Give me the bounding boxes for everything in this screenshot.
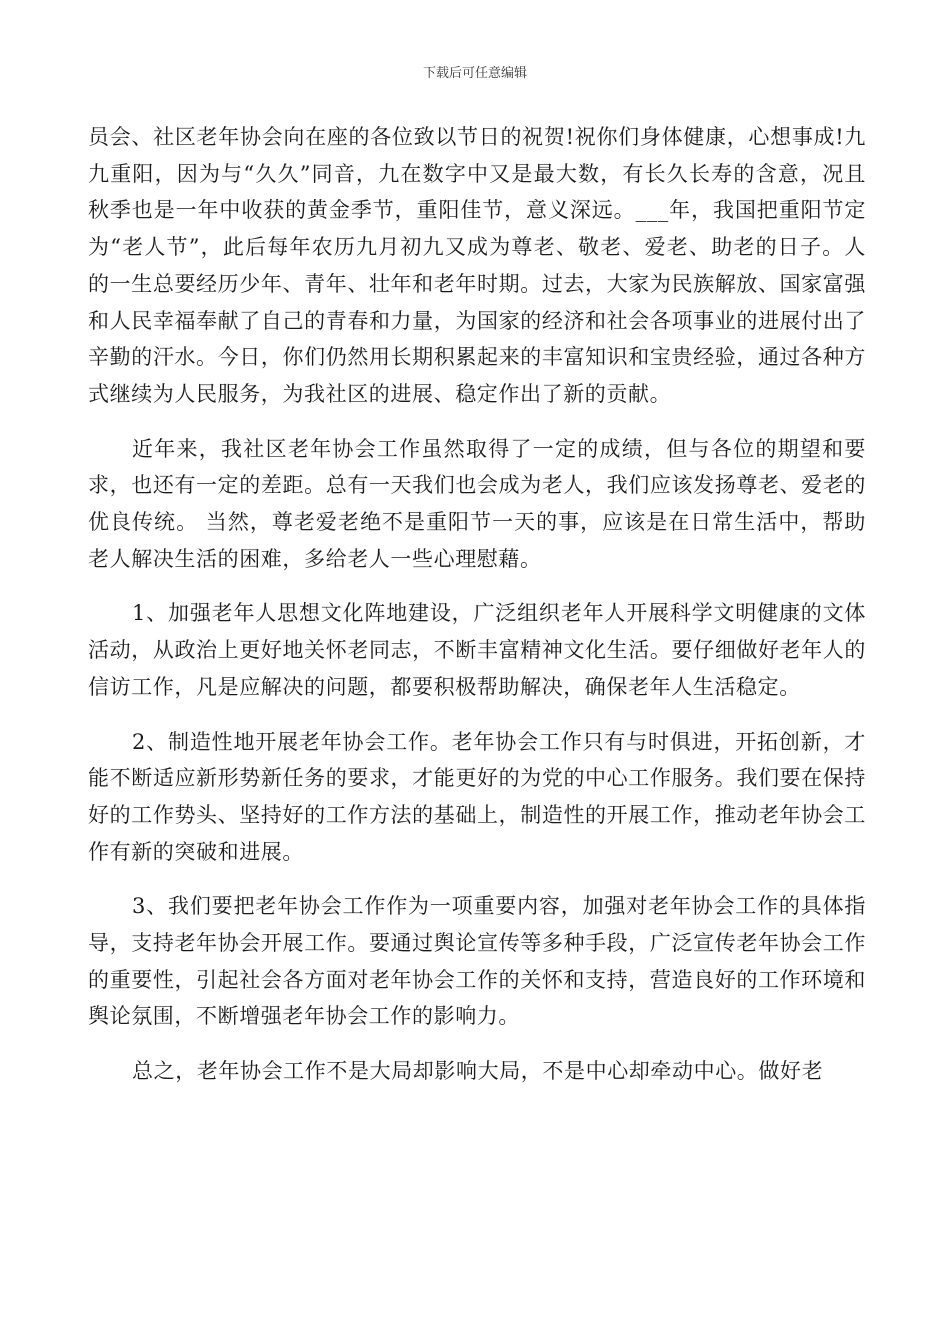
paragraph-continuation: 员会、社区老年协会向在座的各位致以节日的祝贺!祝你们身体健康，心想事成!九九重阳，因为与“久久”同音，九在数字中又是最大数，有长久长寿的含意，况且秋季也是一年中收获的黄金季节，重阳佳节，意义深远。___年，我国把重阳节定为“老人节”，此后每年农历九月初九又成为尊老、敬老、爱老、助老的日子。人的一生总要经历少年、青年、壮年和老年时期。过去，大家为民族解放、国家富强和人民幸福奉献了自己的青春和力量，为国家的经济和社会各项事业的进展付出了辛勤的汗水。今日，你们仍然用长期积累起来的丰富知识和宝贵经验，通过各种方式继续为人民服务，为我社区的进展、稳定作出了新的贡献。	[88, 125, 866, 406]
paragraph-recent-years: 近年来，我社区老年协会工作虽然取得了一定的成绩，但与各位的期望和要求，也还有一定的差距。总有一天我们也会成为老人，我们应该发扬尊老、爱老的优良传统。 当然，尊老爱老绝不是重阳节一天的事，应该是在日常生活中，帮助老人解决生活的困难，多给老人一些心理慰藉。	[88, 436, 866, 571]
paragraph-point-1: 1、加强老年人思想文化阵地建设，广泛组织老年人开展科学文明健康的文体活动，从政治上更好地关怀老同志，不断丰富精神文化生活。要仔细做好老年人的信访工作，凡是应解决的问题，都要积极帮助解决，确保老年人生活稳定。	[88, 601, 866, 699]
paragraph-conclusion: 总之，老年协会工作不是大局却影响大局，不是中心却牵动中心。做好老	[132, 1059, 824, 1084]
page-header: 下载后可任意编辑	[422, 66, 527, 81]
paragraph-point-2: 2、制造性地开展老年协会工作。老年协会工作只有与时俱进，开拓创新，才能不断适应新形势新任务的要求，才能更好的为党的中心工作服务。我们要在保持好的工作势头、坚持好的工作方法的基础上，制造性的开展工作，推动老年协会工作有新的突破和进展。	[88, 729, 866, 864]
paragraph-point-3: 3、我们要把老年协会工作作为一项重要内容，加强对老年协会工作的具体指导，支持老年协会开展工作。要通过舆论宣传等多种手段，广泛宣传老年协会工作的重要性，引起社会各方面对老年协会工作的关怀和支持，营造良好的工作环境和舆论氛围，不断增强老年协会工作的影响力。	[88, 894, 866, 1029]
document-body	[88, 119, 866, 1090]
